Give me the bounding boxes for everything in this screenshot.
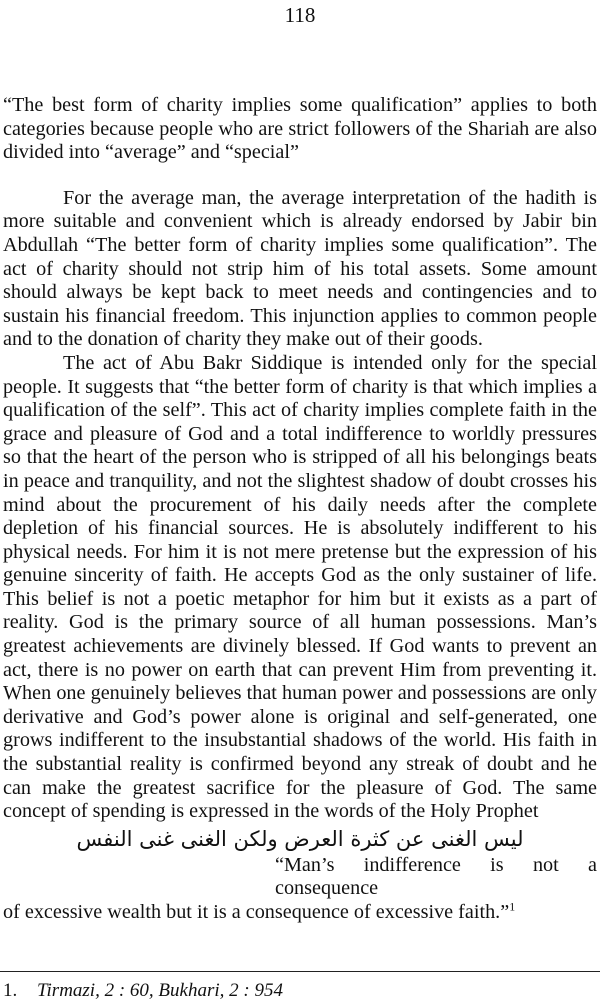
footnote-marker: 1 — [509, 899, 516, 914]
page-number: 118 — [284, 3, 316, 27]
footnote-reference: Tirmazi, 2 : 60, Bukhari, 2 : 954 — [37, 980, 283, 1001]
translated-quote-line-2: of excessive wealth but it is a consequence of excessive faith.” — [3, 901, 510, 923]
paragraph-1: “The best form of charity implies some qualification” applies to both categories because people who are strict followers of the Shariah are also divided into “average” and “special” — [3, 94, 597, 164]
paragraph-2: For the average man, the average interpretation of the hadith is more suitable and convenient which is already endorsed by Jabir bin Abdullah “The better form of charity implies some qualification”. The act of charity should not strip him of his total assets. Some amount should always be kept back to meet needs and contingencies and to sustain his financial freedom. This injunction applies to common people and to the donation of charity they make out of their goods. — [3, 186, 597, 351]
footnote-number: 1. — [3, 980, 18, 1001]
paragraph-3: The act of Abu Bakr Siddique is intended only for the special people. It suggests that “the better form of charity is that which implies a qualification of the self”. This act of charity implies complete faith in the grace and pleasure of God and a total indifference to worldly pressures so that the heart of the person who is stripped of all his belongings beats in peace and tranquility, and not the slightest shadow of doubt crosses his mind about the procurement of his daily needs after the complete depletion of his financial sources. He is absolutely indifferent to his physical needs. For him it is not mere pretense but the expression of his genuine sincerity of faith. He accepts God as the only sustainer of life. This belief is not a poetic metaphor for him but it exists as a part of reality. God is the primary source of all human possessions. Man’s greatest achievements are divinely blessed. If God wants to prevent an act, there is no power on earth that can prevent Him from preventing it. When one genuinely believes that human power and possessions are only derivative and God’s power alone is original and self-generated, one grows indifferent to the insubstantial shadows of the world. His faith in the substantial reality is confirmed beyond any streak of doubt and he can make the greatest sacrifice for the pleasure of God. The same concept of spending is expressed in the words of the Holy Prophet — [3, 351, 597, 823]
footnote — [3, 980, 283, 1002]
translated-quote-line-1: “Man’s indifference is not a consequence — [275, 853, 597, 900]
footnote-divider — [0, 971, 600, 972]
body-text — [3, 94, 597, 925]
translated-quote — [3, 854, 597, 925]
arabic-quote: ليس الغنى عن كثرة العرض ولكن الغنى غنى النفس — [76, 826, 524, 851]
